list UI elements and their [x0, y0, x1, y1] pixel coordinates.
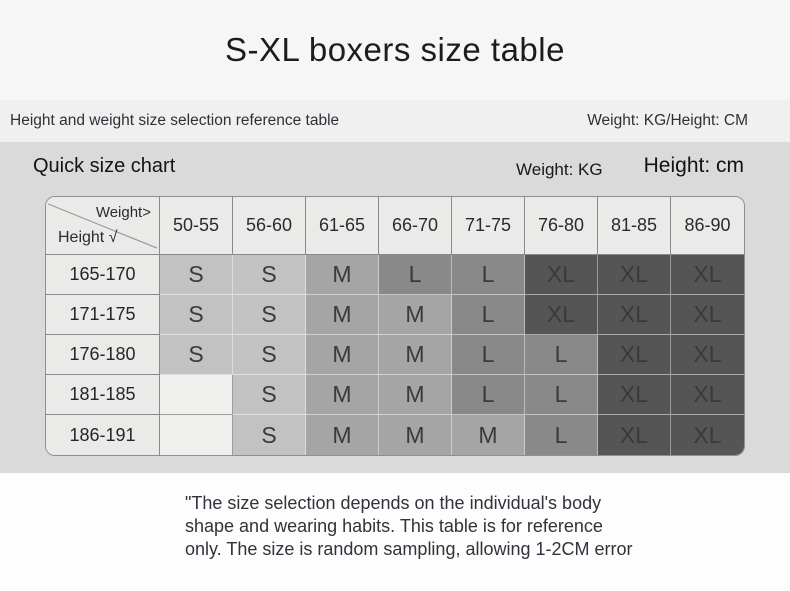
- size-cell-l: L: [379, 255, 452, 295]
- weight-col-header: 56-60: [233, 197, 306, 255]
- size-cell-xl: XL: [525, 255, 598, 295]
- size-cell-xl: XL: [671, 255, 744, 295]
- size-cell-m: M: [379, 415, 452, 455]
- size-cell-xl: XL: [598, 375, 671, 415]
- size-cell-m: M: [306, 375, 379, 415]
- size-cell-s: S: [160, 335, 233, 375]
- note-line-2: shape and wearing habits. This table is for reference: [185, 516, 603, 536]
- weight-col-header: 61-65: [306, 197, 379, 255]
- height-unit-label: Height: cm: [643, 154, 744, 177]
- subheader-left-text: Height and weight size selection reference table: [10, 112, 340, 129]
- note-band: [0, 473, 790, 591]
- size-cell-empty: [160, 375, 233, 415]
- subheader-strip: [0, 100, 790, 142]
- size-cell-s: S: [233, 335, 306, 375]
- table-row: [46, 335, 744, 375]
- height-row-header: 181-185: [46, 375, 160, 415]
- note-line-1: "The size selection depends on the individual's body: [185, 493, 602, 513]
- weight-col-header: 50-55: [160, 197, 233, 255]
- chart-section: [0, 142, 790, 473]
- size-cell-xl: XL: [671, 375, 744, 415]
- size-cell-l: L: [525, 415, 598, 455]
- size-cell-l: L: [452, 335, 525, 375]
- corner-weight-label: Weight>: [95, 204, 151, 221]
- height-row-header: 176-180: [46, 335, 160, 375]
- size-cell-m: M: [379, 295, 452, 335]
- size-cell-m: M: [306, 255, 379, 295]
- size-table-body: [46, 255, 744, 455]
- corner-height-label: Height √: [58, 229, 118, 246]
- title-band: [0, 0, 790, 100]
- size-cell-m: M: [379, 375, 452, 415]
- size-cell-s: S: [233, 415, 306, 455]
- size-cell-m: M: [379, 335, 452, 375]
- size-cell-l: L: [525, 375, 598, 415]
- weight-col-header: 71-75: [452, 197, 525, 255]
- size-table-header-row: [46, 197, 744, 255]
- size-cell-s: S: [160, 255, 233, 295]
- size-cell-m: M: [306, 295, 379, 335]
- size-cell-m: M: [306, 415, 379, 455]
- size-cell-s: S: [233, 255, 306, 295]
- size-cell-l: L: [452, 295, 525, 335]
- weight-col-header: 81-85: [598, 197, 671, 255]
- size-cell-empty: [160, 415, 233, 455]
- disclaimer-note: [0, 473, 790, 561]
- chart-section-title: Quick size chart: [33, 155, 176, 177]
- size-table: [45, 196, 745, 456]
- size-cell-s: S: [233, 295, 306, 335]
- height-row-header: 186-191: [46, 415, 160, 455]
- size-cell-s: S: [233, 375, 306, 415]
- size-cell-m: M: [306, 335, 379, 375]
- page-title: S-XL boxers size table: [225, 31, 565, 68]
- weight-unit-label: Weight: KG: [516, 160, 603, 179]
- size-table-grid: [46, 197, 744, 455]
- size-cell-xl: XL: [598, 295, 671, 335]
- size-cell-xl: XL: [598, 415, 671, 455]
- size-cell-l: L: [452, 255, 525, 295]
- size-cell-l: L: [525, 335, 598, 375]
- size-cell-m: M: [452, 415, 525, 455]
- weight-col-header: 76-80: [525, 197, 598, 255]
- size-cell-s: S: [160, 295, 233, 335]
- height-row-header: 171-175: [46, 295, 160, 335]
- size-cell-xl: XL: [671, 415, 744, 455]
- size-cell-xl: XL: [671, 295, 744, 335]
- size-cell-xl: XL: [598, 255, 671, 295]
- size-cell-xl: XL: [525, 295, 598, 335]
- table-row: [46, 255, 744, 295]
- size-cell-xl: XL: [598, 335, 671, 375]
- table-row: [46, 295, 744, 335]
- table-row: [46, 415, 744, 455]
- weight-col-header: 86-90: [671, 197, 744, 255]
- weight-col-header: 66-70: [379, 197, 452, 255]
- size-cell-xl: XL: [671, 335, 744, 375]
- subheader-right-text: Weight: KG/Height: CM: [587, 112, 748, 129]
- size-cell-l: L: [452, 375, 525, 415]
- height-row-header: 165-170: [46, 255, 160, 295]
- note-line-3: only. The size is random sampling, allowing 1-2CM error: [185, 539, 633, 559]
- table-corner-cell: [46, 197, 160, 255]
- table-row: [46, 375, 744, 415]
